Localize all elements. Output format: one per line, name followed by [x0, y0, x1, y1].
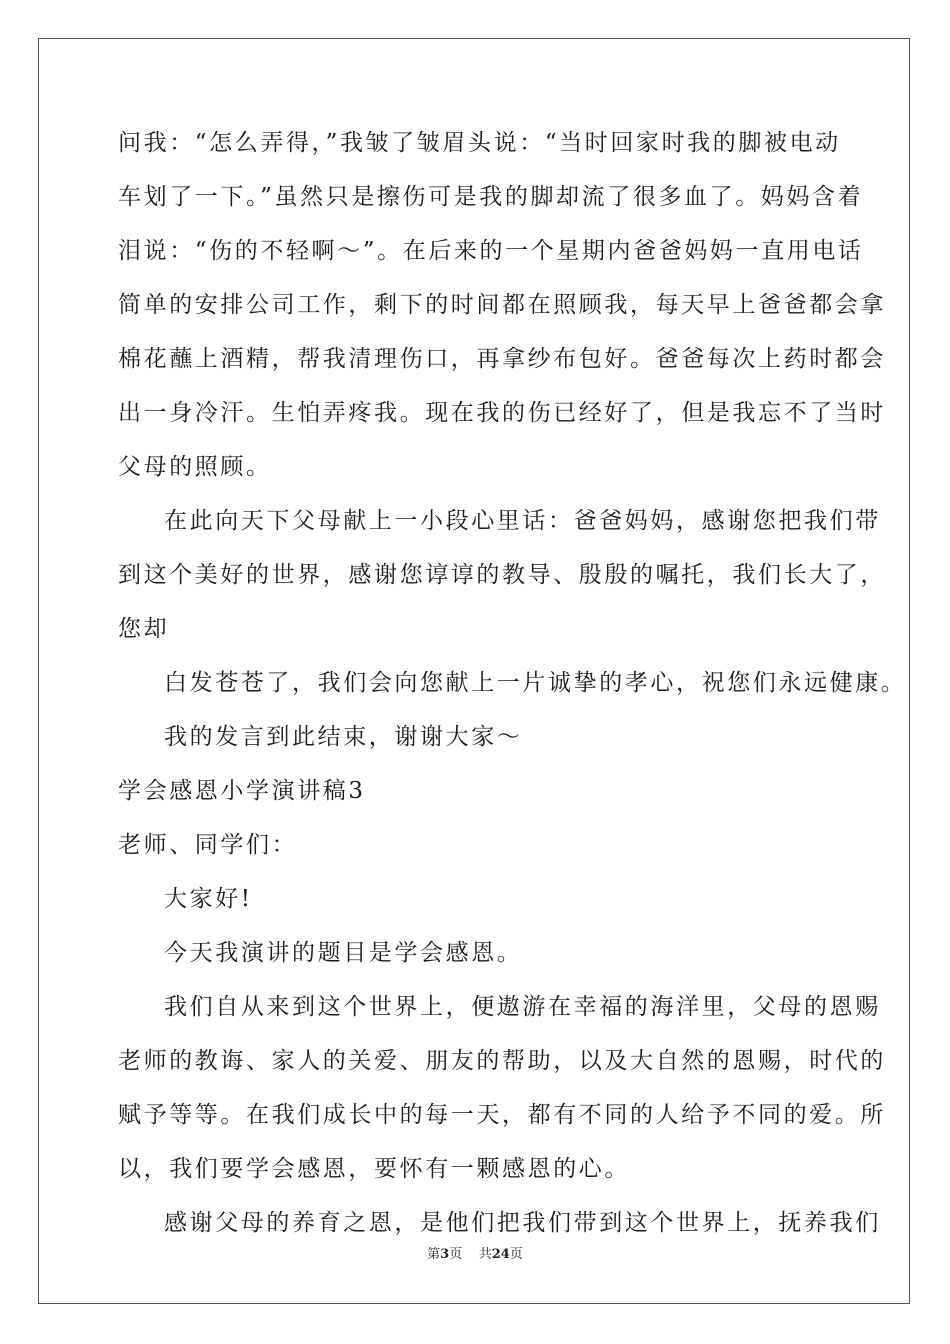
salutation: 老师、同学们：	[118, 832, 298, 858]
text-line: 以，我们要学会感恩，要怀有一颗感恩的心。	[118, 1156, 630, 1182]
text-line: 感谢父母的养育之恩，是他们把我们带到这个世界上，抚养我们	[164, 1210, 881, 1236]
text-line: 父母的照顾。	[118, 454, 272, 480]
text-line: 泪说：“伤的不轻啊～”。在后来的一个星期内爸爸妈妈一直用电话	[118, 238, 864, 264]
text-line: 赋予等等。在我们成长中的每一天，都有不同的人给予不同的爱。所	[118, 1102, 886, 1128]
text-line: 简单的安排公司工作，剩下的时间都在照顾我，每天早上爸爸都会拿	[118, 292, 886, 318]
page-footer	[0, 1246, 950, 1264]
text-line: 在此向天下父母献上一小段心里话：爸爸妈妈，感谢您把我们带	[164, 508, 881, 534]
total-suffix: 页	[509, 1247, 523, 1262]
text-line: 大家好!	[164, 886, 253, 912]
text-line: 到这个美好的世界，感谢您谆谆的教导、殷殷的嘱托，我们长大了，	[118, 562, 886, 588]
page-suffix: 页	[449, 1247, 463, 1262]
text-line: 我的发言到此结束，谢谢大家～	[164, 724, 523, 750]
section-heading: 学会感恩小学演讲稿3	[118, 778, 366, 804]
text-line: 白发苍苍了，我们会向您献上一片诚挚的孝心，祝您们永远健康。	[164, 670, 907, 696]
text-line: 我们自从来到这个世界上，便遨游在幸福的海洋里，父母的恩赐	[164, 994, 881, 1020]
text-line: 老师的教诲、家人的关爱、朋友的帮助，以及大自然的恩赐，时代的	[118, 1048, 886, 1074]
text-line: 车划了一下。”虽然只是擦伤可是我的脚却流了很多血了。妈妈含着	[118, 184, 864, 210]
page-number: 3	[440, 1247, 450, 1262]
text-line: 您却	[118, 616, 170, 642]
total-pages: 24	[491, 1247, 510, 1262]
text-line: 问我：“怎么弄得，”我皱了皱眉头说：“当时回家时我的脚被电动	[118, 130, 841, 156]
text-line: 今天我演讲的题目是学会感恩。	[164, 940, 523, 966]
text-line: 出一身冷汗。生怕弄疼我。现在我的伤已经好了，但是我忘不了当时	[118, 400, 886, 426]
page-prefix: 第	[427, 1247, 441, 1262]
total-prefix: 共	[478, 1247, 492, 1262]
text-line: 棉花蘸上酒精，帮我清理伤口，再拿纱布包好。爸爸每次上药时都会	[118, 346, 886, 372]
